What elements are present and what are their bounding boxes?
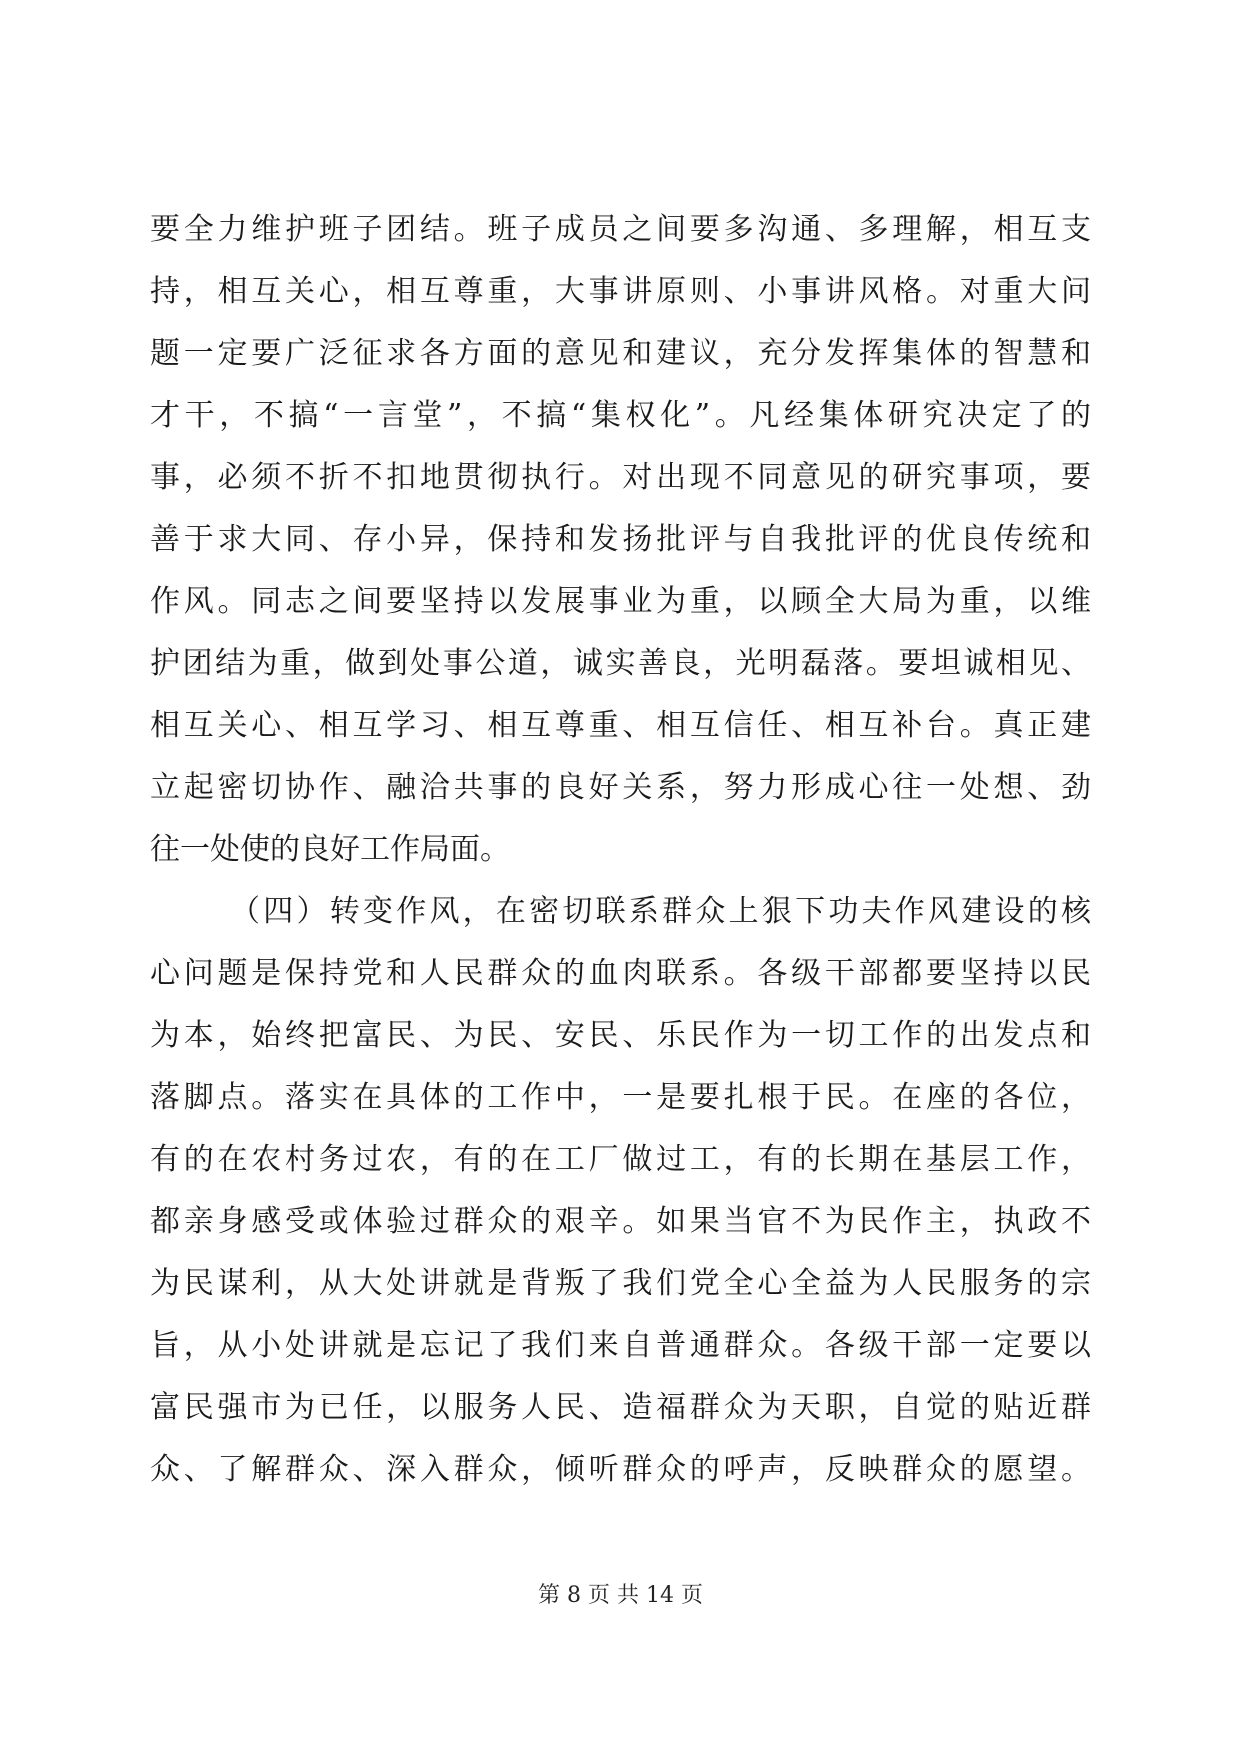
text-line: 持，相互关心，相互尊重，大事讲原则、小事讲风格。对重大问 xyxy=(150,274,1091,309)
text-line: 众、了解群众、深入群众，倾听群众的呼声，反映群众的愿望。 xyxy=(150,1452,1091,1487)
text-line: 作风。同志之间要坚持以发展事业为重，以顾全大局为重，以维 xyxy=(150,584,1091,619)
text-line: 心问题是保持党和人民群众的血肉联系。各级干部都要坚持以民 xyxy=(150,956,1091,991)
text-line: 护团结为重，做到处事公道，诚实善良，光明磊落。要坦诚相见、 xyxy=(150,646,1091,681)
text-line: 立起密切协作、融洽共事的良好关系，努力形成心往一处想、劲 xyxy=(150,770,1091,805)
text-line: 富民强市为已任，以服务人民、造福群众为天职，自觉的贴近群 xyxy=(150,1390,1091,1425)
text-line: 相互关心、相互学习、相互尊重、相互信任、相互补台。真正建 xyxy=(150,708,1091,743)
text-line: 题一定要广泛征求各方面的意见和建议，充分发挥集体的智慧和 xyxy=(150,336,1091,371)
text-line: 事，必须不折不扣地贯彻执行。对出现不同意见的研究事项，要 xyxy=(150,460,1091,495)
text-line: 为民谋利，从大处讲就是背叛了我们党全心全益为人民服务的宗 xyxy=(150,1266,1091,1301)
text-line: 才干，不搞“一言堂”，不搞“集权化”。凡经集体研究决定了的 xyxy=(150,398,1091,433)
text-line: 都亲身感受或体验过群众的艰辛。如果当官不为民作主，执政不 xyxy=(150,1204,1091,1239)
page-number-footer: 第 8 页 共 14 页 xyxy=(538,1583,703,1608)
text-line: 有的在农村务过农，有的在工厂做过工，有的长期在基层工作， xyxy=(150,1142,1091,1177)
text-line: 往一处使的良好工作局面。 xyxy=(150,832,510,867)
text-line: 为本，始终把富民、为民、安民、乐民作为一切工作的出发点和 xyxy=(150,1018,1091,1053)
section-heading-line: （四）转变作风，在密切联系群众上狠下功夫作风建设的核 xyxy=(230,894,1091,929)
text-line: 旨，从小处讲就是忘记了我们来自普通群众。各级干部一定要以 xyxy=(150,1328,1091,1363)
text-line: 善于求大同、存小异，保持和发扬批评与自我批评的优良传统和 xyxy=(150,522,1091,557)
text-line: 要全力维护班子团结。班子成员之间要多沟通、多理解，相互支 xyxy=(150,212,1091,247)
text-line: 落脚点。落实在具体的工作中，一是要扎根于民。在座的各位， xyxy=(150,1080,1091,1115)
